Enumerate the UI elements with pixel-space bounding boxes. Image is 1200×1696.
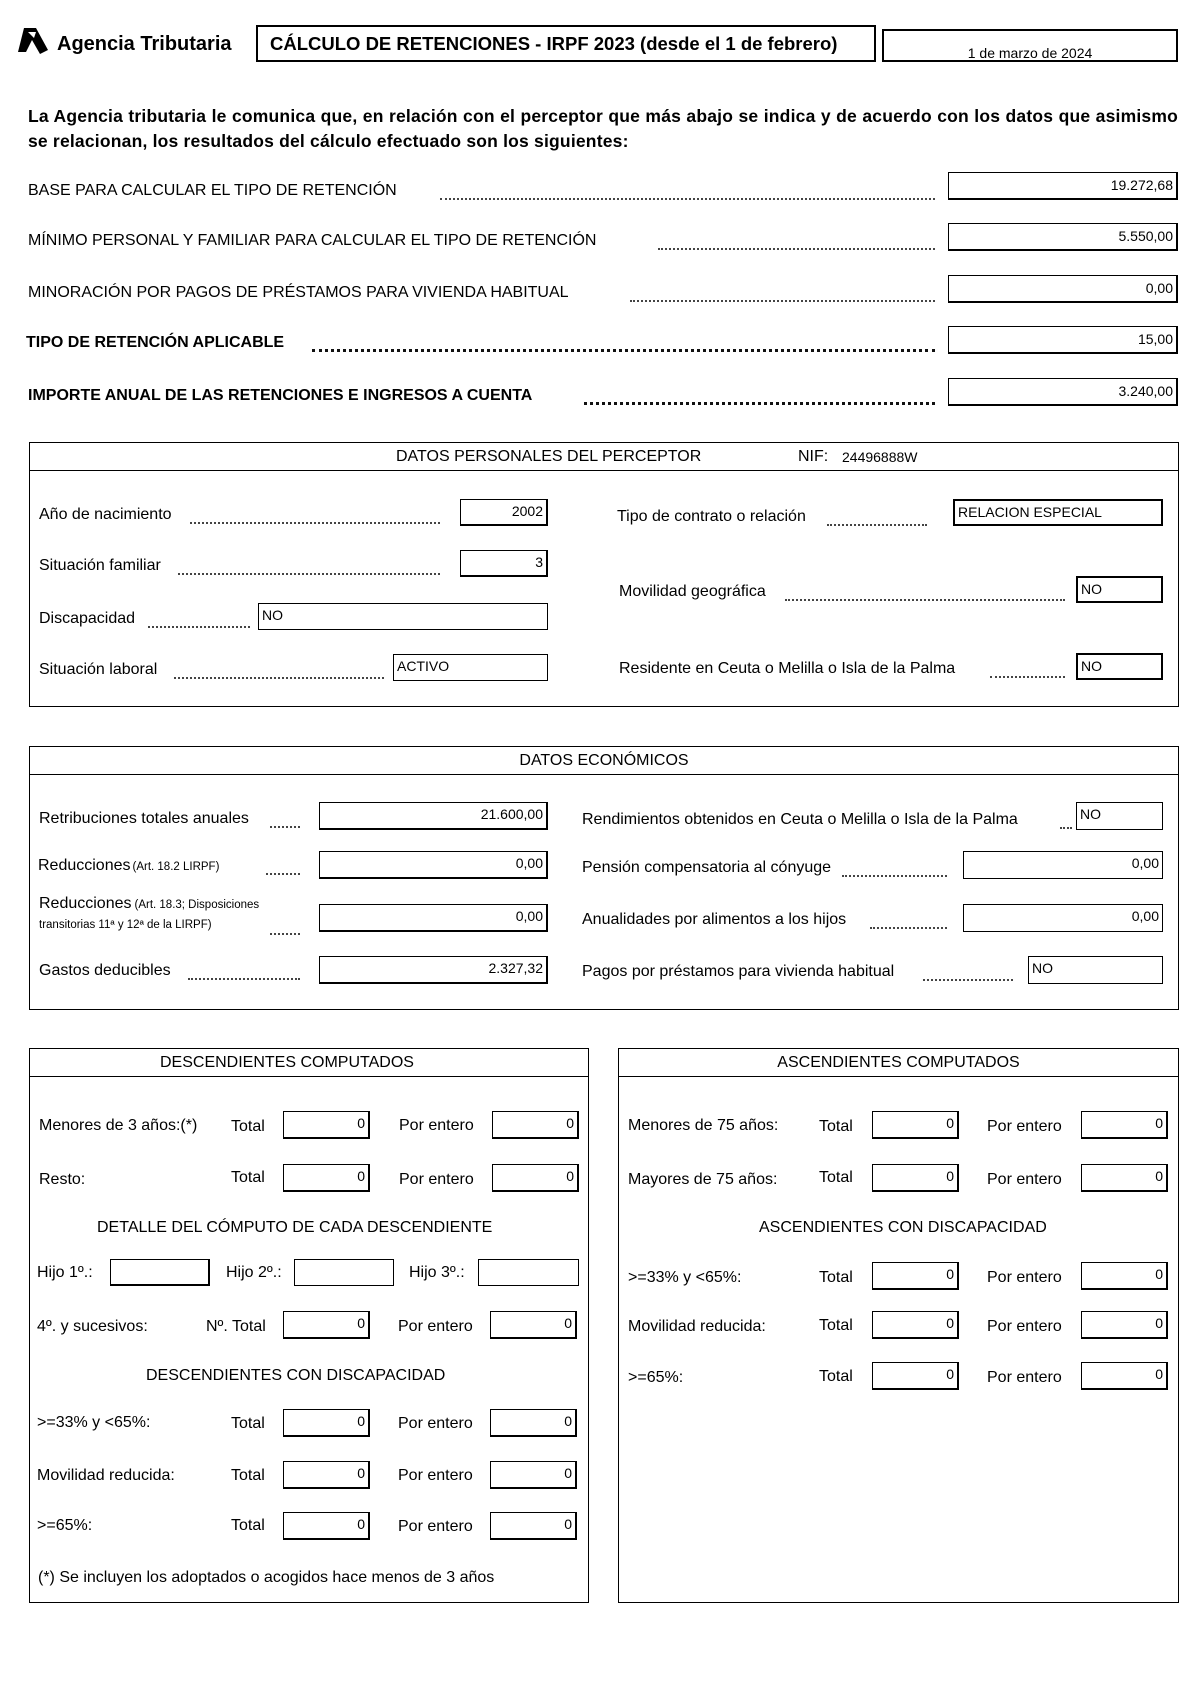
d65-total-label: Total: [231, 1517, 265, 1534]
a33-label: >=33% y <65%:: [628, 1269, 742, 1286]
discapacidad-value: NO: [258, 603, 548, 630]
menores75-entero-label: Por entero: [987, 1118, 1062, 1135]
hijo1-value: [110, 1259, 210, 1286]
personal-title: DATOS PERSONALES DEL PERCEPTOR: [396, 448, 702, 465]
d33-total-value: 0: [283, 1409, 370, 1437]
d33-label: >=33% y <65%:: [37, 1414, 151, 1431]
resto-total-label: Total: [231, 1169, 265, 1186]
a33-total-value: 0: [872, 1262, 959, 1290]
retribuciones-value: 21.600,00: [319, 802, 548, 830]
pagos-dots: [923, 963, 1013, 981]
anualidades-value: 0,00: [963, 904, 1163, 932]
asc-movred-entero-value: 0: [1081, 1311, 1168, 1339]
situacion-familiar-dots: [178, 557, 440, 575]
economic-title: DATOS ECONÓMICOS: [519, 752, 689, 769]
minoracion-value: 0,00: [948, 275, 1178, 303]
sucesivos-entero-value: 0: [490, 1311, 577, 1339]
form-title: [256, 25, 876, 62]
resto-total-value: 0: [283, 1164, 370, 1192]
date-box: [882, 29, 1178, 62]
contrato-value: RELACION ESPECIAL: [953, 499, 1163, 526]
a65-entero-value: 0: [1081, 1362, 1168, 1390]
reducciones2-value: 0,00: [319, 904, 548, 932]
reducciones1-dots: [266, 857, 300, 875]
base-value: 19.272,68: [948, 172, 1178, 200]
d65-entero-value: 0: [490, 1512, 577, 1540]
nacimiento-label: Año de nacimiento: [39, 506, 172, 523]
reducciones2-dots: [270, 917, 300, 935]
menores3-total-value: 0: [283, 1111, 370, 1139]
descendientes-section: [29, 1048, 589, 1603]
reducciones1-note: (Art. 18.2 LIRPF): [132, 861, 220, 873]
mayores75-total-label: Total: [819, 1169, 853, 1186]
n-total-label: Nº. Total: [206, 1318, 266, 1335]
mayores75-total-value: 0: [872, 1164, 959, 1192]
pagos-label: Pagos por préstamos para vivienda habitual: [582, 963, 895, 980]
a33-entero-value: 0: [1081, 1262, 1168, 1290]
ascendientes-section: [618, 1048, 1179, 1603]
reducciones1-text: Reducciones: [38, 857, 131, 874]
desc-movred-total-value: 0: [283, 1461, 370, 1489]
situacion-laboral-dots: [174, 661, 384, 679]
economic-section: [29, 746, 1179, 1010]
discapacidad-dots: [148, 610, 250, 628]
d65-label: >=65%:: [37, 1517, 93, 1534]
hijo2-value: [294, 1259, 394, 1286]
sucesivos-label: 4º. y sucesivos:: [37, 1318, 148, 1335]
pension-label: Pensión compensatoria al cónyuge: [582, 859, 832, 876]
situacion-laboral-value: ACTIVO: [393, 654, 548, 681]
desc-movred-entero-value: 0: [490, 1461, 577, 1489]
ascendientes-header: [619, 1049, 1178, 1077]
sucesivos-entero-label: Por entero: [398, 1318, 473, 1335]
situacion-laboral-label: Situación laboral: [39, 661, 158, 678]
mayores75-label: Mayores de 75 años:: [628, 1171, 778, 1188]
resto-entero-label: Por entero: [399, 1171, 474, 1188]
mayores75-entero-value: 0: [1081, 1164, 1168, 1192]
menores75-label: Menores de 75 años:: [628, 1117, 779, 1134]
rendimientos-value: NO: [1076, 802, 1163, 830]
mayores75-entero-label: Por entero: [987, 1171, 1062, 1188]
form-title-text: CÁLCULO DE RETENCIONES - IRPF 2023 (desde el 1 de febrero): [270, 33, 838, 54]
pension-dots: [842, 859, 947, 877]
economic-header: [30, 747, 1178, 775]
residente-dots: [990, 660, 1065, 678]
situacion-familiar-value: 3: [460, 550, 548, 577]
desc-footnote: (*) Se incluyen los adoptados o acogidos hace menos de 3 años: [38, 1569, 495, 1586]
d33-total-label: Total: [231, 1415, 265, 1432]
pagos-value: NO: [1028, 956, 1163, 984]
menores75-entero-value: 0: [1081, 1111, 1168, 1139]
a65-label: >=65%:: [628, 1369, 684, 1386]
desc-movred-label: Movilidad reducida:: [37, 1467, 175, 1484]
asc-movred-label: Movilidad reducida:: [628, 1318, 766, 1335]
base-dots: [440, 182, 935, 200]
a65-total-value: 0: [872, 1362, 959, 1390]
desc-disc-title: DESCENDIENTES CON DISCAPACIDAD: [146, 1367, 446, 1384]
desc-movred-total-label: Total: [231, 1467, 265, 1484]
nif-label: NIF:: [798, 448, 829, 465]
importe-value: 3.240,00: [948, 378, 1178, 406]
d65-total-value: 0: [283, 1512, 370, 1540]
gastos-dots: [188, 962, 300, 980]
asc-movred-total-value: 0: [872, 1311, 959, 1339]
resto-entero-value: 0: [492, 1164, 579, 1192]
reducciones1-value: 0,00: [319, 851, 548, 879]
minimo-label: MÍNIMO PERSONAL Y FAMILIAR PARA CALCULAR EL TIPO DE RETENCIÓN: [28, 232, 597, 249]
gastos-label: Gastos deducibles: [39, 962, 171, 979]
movilidad-value: NO: [1076, 576, 1163, 603]
a33-entero-label: Por entero: [987, 1269, 1062, 1286]
asc-disc-title: ASCENDIENTES CON DISCAPACIDAD: [759, 1219, 1047, 1236]
minoracion-dots: [630, 284, 935, 302]
residente-value: NO: [1076, 653, 1163, 680]
contrato-dots: [827, 508, 927, 526]
rendimientos-label: Rendimientos obtenidos en Ceuta o Melilla o Isla de la Palma: [582, 811, 1018, 828]
movilidad-dots: [785, 583, 1065, 601]
reducciones2-note: (Art. 18.3; Disposiciones: [134, 899, 260, 911]
importe-label: IMPORTE ANUAL DE LAS RETENCIONES E INGRESOS A CUENTA: [28, 387, 533, 404]
nacimiento-dots: [190, 506, 440, 524]
movilidad-label: Movilidad geográfica: [619, 583, 766, 600]
menores3-label: Menores de 3 años:(*): [39, 1117, 198, 1134]
tipo-dots: [312, 333, 935, 352]
desc-movred-entero-label: Por entero: [398, 1467, 473, 1484]
descendientes-title: DESCENDIENTES COMPUTADOS: [160, 1054, 414, 1071]
menores3-total-label: Total: [231, 1118, 265, 1135]
minimo-value: 5.550,00: [948, 223, 1178, 251]
ascendientes-title: ASCENDIENTES COMPUTADOS: [777, 1054, 1020, 1071]
situacion-familiar-label: Situación familiar: [39, 557, 161, 574]
menores75-total-label: Total: [819, 1118, 853, 1135]
hijo3-value: [478, 1259, 579, 1286]
pension-value: 0,00: [963, 851, 1163, 879]
d33-entero-label: Por entero: [398, 1415, 473, 1432]
d33-entero-value: 0: [490, 1409, 577, 1437]
a65-entero-label: Por entero: [987, 1369, 1062, 1386]
minoracion-label: MINORACIÓN POR PAGOS DE PRÉSTAMOS PARA VIVIENDA HABITUAL: [28, 284, 569, 301]
date-text: 1 de marzo de 2024: [967, 45, 1093, 61]
asc-movred-entero-label: Por entero: [987, 1318, 1062, 1335]
hijo2-label: Hijo 2º.:: [226, 1264, 282, 1281]
nacimiento-value: 2002: [460, 499, 548, 526]
reducciones2-label: [39, 895, 259, 913]
tipo-label: TIPO DE RETENCIÓN APLICABLE: [26, 334, 285, 351]
reducciones2-text: Reducciones: [39, 895, 132, 912]
descendientes-header: [30, 1049, 588, 1077]
detalle-title: DETALLE DEL CÓMPUTO DE CADA DESCENDIENTE: [97, 1219, 493, 1236]
a33-total-label: Total: [819, 1269, 853, 1286]
anualidades-dots: [870, 911, 947, 929]
nif-value: 24496888W: [842, 449, 918, 465]
discapacidad-label: Discapacidad: [39, 610, 136, 627]
gastos-value: 2.327,32: [319, 956, 548, 984]
personal-header: [30, 443, 1178, 471]
base-label: BASE PARA CALCULAR EL TIPO DE RETENCIÓN: [28, 182, 397, 199]
hijo1-label: Hijo 1º.:: [37, 1264, 93, 1281]
hijo3-label: Hijo 3º.:: [409, 1264, 465, 1281]
a65-total-label: Total: [819, 1368, 853, 1385]
menores3-entero-label: Por entero: [399, 1117, 474, 1134]
menores3-entero-value: 0: [492, 1111, 579, 1139]
rendimientos-dots: [1060, 811, 1072, 829]
agency-logo-icon: [14, 24, 52, 56]
contrato-label: Tipo de contrato o relación: [617, 508, 806, 525]
retribuciones-label: Retribuciones totales anuales: [39, 810, 249, 827]
asc-movred-total-label: Total: [819, 1317, 853, 1334]
sucesivos-total-value: 0: [283, 1311, 370, 1339]
resto-label: Resto:: [39, 1171, 86, 1188]
menores75-total-value: 0: [872, 1111, 959, 1139]
agency-logo: [14, 24, 52, 56]
agency-name: Agencia Tributaria: [57, 33, 232, 55]
d65-entero-label: Por entero: [398, 1518, 473, 1535]
anualidades-label: Anualidades por alimentos a los hijos: [582, 911, 847, 928]
tipo-value: 15,00: [948, 326, 1178, 354]
retribuciones-dots: [270, 810, 300, 828]
minimo-dots: [658, 232, 935, 250]
personal-section: [29, 442, 1179, 707]
reducciones1-label: [38, 857, 219, 875]
importe-dots: [584, 386, 935, 405]
reducciones2-note2: transitorias 11ª y 12ª de la LIRPF): [39, 919, 212, 931]
intro-text: La Agencia tributaria le comunica que, en relación con el perceptor que más abajo se indica y de acuerdo con los datos que asimismo se relacionan, los resultados del cálculo efectuado son los siguientes:: [28, 106, 1178, 151]
residente-label: Residente en Ceuta o Melilla o Isla de la Palma: [619, 660, 956, 677]
